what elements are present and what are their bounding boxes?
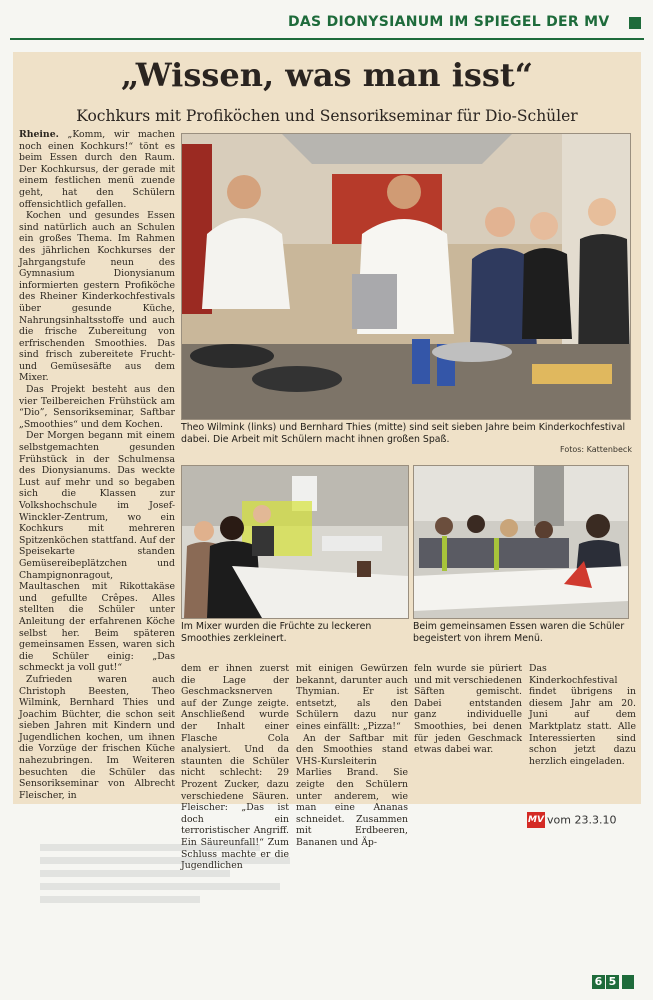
article-headline: „Wissen, was man isst“: [120, 56, 534, 94]
source-line: [527, 812, 616, 830]
header-square-mark: [629, 17, 641, 29]
article-column-b4: [529, 663, 636, 798]
photo-kitchen-chefs: [181, 133, 631, 420]
photo-smoothie-mixer: [181, 465, 409, 619]
article-paragraph: Das Projekt besteht aus den vier Teilbereichen Frühstück am “Dio”, Sensorikseminar, Saftbar „Smoothies“ und dem Kochen.: [19, 384, 175, 430]
meal-photo-graphic: [414, 466, 628, 618]
right-photo-caption: Beim gemeinsamen Essen waren die Schüler begeistert von ihrem Menü.: [413, 621, 625, 644]
photo-group-meal: [413, 465, 629, 619]
page-number-square: [622, 975, 634, 989]
article-paragraph: feln wurde sie püriert und mit verschiedenen Säften gemischt. Dabei entstanden ganz individuelle Smoothies, bei denen für jeden Geschmack etwas dabei war.: [414, 663, 522, 756]
article-paragraph: Rheine. „Komm, wir machen noch einen Kochkurs!“ tönt es beim Essen durch den Raum. Der Kochkursus, der gerade mit einem festlichen menü zuende geht, hat den Schülern offensichtlich gefallen.: [19, 129, 175, 210]
page-number: [592, 975, 634, 989]
left-photo-caption: Im Mixer wurden die Früchte zu leckeren Smoothies zerkleinert.: [181, 621, 372, 644]
article-paragraph: Das Kinderkochfestival findet übrigens in diesem Jahr am 20. Juni auf dem Marktplatz statt. Alle Interessierten sind schon jetzt dazu herzlich eingeladen.: [529, 663, 636, 767]
section-header-title: DAS DIONYSIANUM IM SPIEGEL DER MV: [288, 14, 610, 30]
header-rule: [10, 38, 644, 40]
mixer-photo-graphic: [182, 466, 408, 618]
article-column-b3: [414, 663, 522, 798]
article-paragraph: dem er ihnen zuerst die Lage der Geschmacksnerven auf der Zunge zeigte. Anschließend wurde der Inhalt einer Flasche Cola analysiert. Und da staunten die Schüler nicht schlecht: 29 Prozent Zucker, dazu verschiedene Säuren. Fleischer: „Das ist doch ein terroristischer Angriff. Ein Säureunfall!“ Zum Schluss machte er die Jugendlichen: [181, 663, 289, 872]
article-subheadline: Kochkurs mit Profiköchen und Sensorikseminar für Dio-Schüler: [76, 107, 578, 125]
article-column-b2: [296, 663, 408, 848]
bleed-through-texture: [40, 838, 340, 968]
article-paragraph: Kochen und gesundes Essen sind natürlich auch an Schulen ein großes Thema. Im Rahmen des jährlichen Kochkurses der Jahrgangstufe neun des Gymnasium Dionysianum informierten gestern Profiköche des Rheiner Kinderkochfestivals über gesunde Küche, Nahrungsinhaltsstoffe und auch die frische Zubereitung von erfrischenden Smoothies. Das sind frisch zubereitete Frucht- und Gemüsesäfte aus dem Mixer.: [19, 210, 175, 384]
article-paragraph: Zufrieden waren auch Christoph Beesten, Theo Wilmink, Bernhard Thies und Joachim Büchter, die schon seit sieben Jahren mit Kindern und Jugendlichen kochen, um ihnen die Vorzüge der frischen Küche nahezubringen. Im Weiteren besuchten die Schüler das Sensorikseminar von Albrecht Fleischer, in: [19, 673, 175, 801]
dateline: Rheine.: [19, 129, 59, 140]
article-paragraph: Der Morgen begann mit einem selbstgemachten gesunden Frühstück in der Schulmensa des Dionysianums. Das weckte Lust auf mehr und so begaben sich die Klassen zur Volkshochschule im Josef-Winckler-Zentrum, wo ein Kochkurs mit mehreren Spitzenköchen stattfand. Auf der Speisekarte standen Gemüsereibeplätzchen und Champignonragout, Maultaschen mit Rikottakäse und gefullte Crêpes. Alles stellten die Schüler unter Anleitung der erfahrenen Köche selbst her. Beim späteren gemeinsamen Essen, waren sich die Schüler einig: „Das schmeckt ja voll gut!“: [19, 430, 175, 674]
main-photo-caption: Theo Wilmink (links) und Bernhard Thies (mitte) sind seit sieben Jahre beim Kinderkochfestival dabei. Die Arbeit mit Schülern macht ihnen großen Spaß.: [181, 422, 626, 445]
page-number-digit: 6: [592, 975, 605, 989]
article-paragraph: mit einigen Gewürzen bekannt, darunter auch Thymian. Er ist entsetzt, als den Schülern dazu nur eines einfällt: „Pizza!“: [296, 663, 408, 732]
mv-logo: MV: [527, 812, 545, 828]
photo-credit: Fotos: Kattenbeck: [560, 445, 632, 454]
article-paragraph: An der Saftbar mit den Smoothies stand VHS-Kursleiterin Marlies Brand. Sie zeigte den Schülern unter anderem, wie man eine Ananas schneidet. Zusammen mit Erdbeeren, Bananen und Äp-: [296, 732, 408, 848]
kitchen-photo-graphic: [182, 134, 630, 419]
article-column-left: [19, 129, 175, 801]
page-number-digit: 5: [606, 975, 619, 989]
source-date: vom 23.3.10: [547, 813, 617, 827]
article-column-b1: [181, 663, 289, 872]
